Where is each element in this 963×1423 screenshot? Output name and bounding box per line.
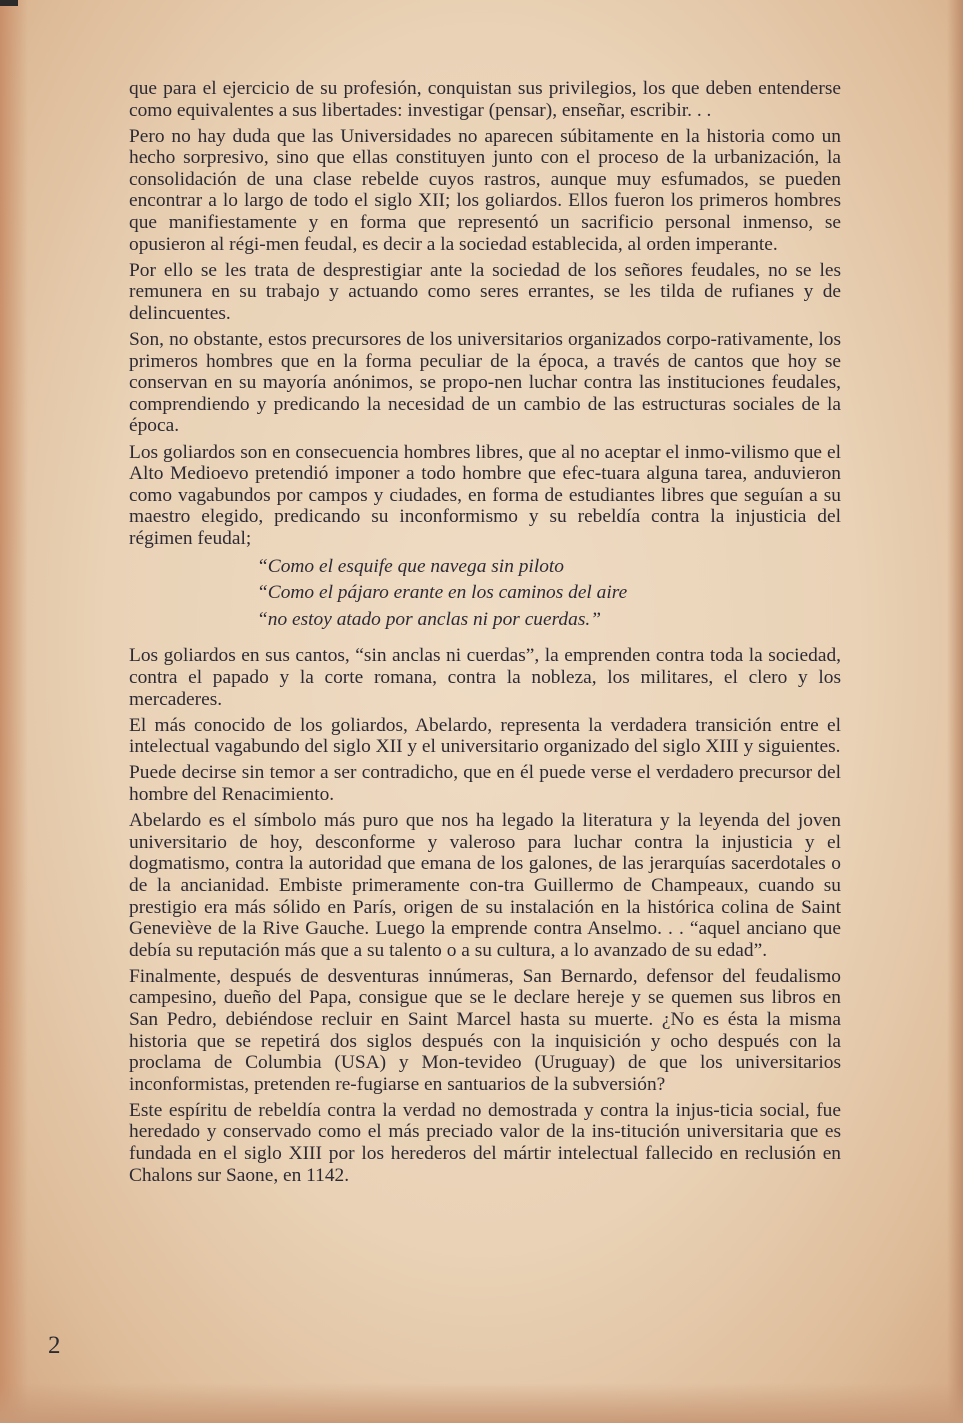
paragraph: que para el ejercicio de su profesión, conquistan sus privilegios, los que deben entenderse como equivalentes a sus libertades: investigar (pensar), enseñar, escribir. . .: [129, 78, 841, 121]
paragraph: Por ello se les trata de desprestigiar ante la sociedad de los señores feudales, no se les remunera en su trabajo y actuando como seres errantes, se les tilda de rufianes y de delincuentes.: [129, 259, 841, 324]
paragraph: Puede decirse sin temor a ser contradicho, que en él puede verse el verdadero precursor del hombre del Renacimiento.: [129, 762, 841, 806]
page-edge-left: [0, 0, 28, 1423]
verse-line: “Como el pájaro erante en los caminos del aire: [257, 582, 628, 604]
paragraph: Los goliardos en sus cantos, “sin anclas ni cuerdas”, la emprenden contra toda la sociedad, contra el papado y la corte romana, contra la nobleza, los militares, el clero y los mercaderes.: [129, 645, 841, 710]
page-edge-bottom: [0, 1383, 963, 1423]
paragraph: Son, no obstante, estos precursores de los universitarios organizados corpo-rativamente, los primeros hombres que en la forma peculiar de la época, a través de cantos que hoy se conservan en su mayoría anónimos, se propo-nen luchar contra las instituciones feudales, comprendiendo y predicando la necesidad de un cambio de las estructuras sociales de la época.: [129, 329, 841, 437]
verse-line: “no estoy atado por anclas ni por cuerdas.”: [257, 608, 602, 630]
page-number: 2: [48, 1332, 61, 1359]
corner-mark: [0, 0, 18, 6]
paragraph: Finalmente, después de desventuras innúmeras, San Bernardo, defensor del feudalismo campesino, dueño del Papa, consigue que se le declare hereje y se quemen sus libros en San Pedro, debiéndose recluir en Saint Marcel hasta su muerte. ¿No es ésta la misma historia que se repetirá dos siglos después con la inquisición y ocho después con la proclama de Columbia (USA) y Mon-tevideo (Uruguay) de que los universitarios inconformistas, pretenden re-fugiarse en santuarios de la subversión?: [129, 965, 841, 1095]
paragraph: Los goliardos son en consecuencia hombres libres, que al no aceptar el inmo-vilismo que el Alto Medioevo pretendió imponer a todo hombre que efec-tuara alguna tarea, anduvieron como vagabundos por campos y ciudades, en forma de estudiantes libres que seguían a su maestro elegido, predicando su inconformismo y su rebeldía contra la injusticia del régimen feudal;: [129, 441, 841, 549]
paragraph: El más conocido de los goliardos, Abelardo, representa la verdadera transición entre el intelectual vagabundo del siglo XII y el universitario organizado del siglo XIII y siguientes.: [129, 714, 841, 758]
page-body: [129, 78, 841, 1191]
paragraph: Abelardo es el símbolo más puro que nos ha legado la literatura y la leyenda del joven universitario de hoy, desconforme y valeroso para luchar contra la injusticia y el dogmatismo, contra la autoridad que emana de los galones, de las jerarquías sacerdotales o de la ancianidad. Embiste primeramente con-tra Guillermo de Champeaux, cuando su prestigio era más sólido en París, origen de su instalación en la histórica colina de Saint Geneviève de la Rive Gauche. Luego la emprende contra Anselmo. . . “aquel anciano que debía su reputación más que a su talento o a su cultura, a lo avanzado de su edad”.: [129, 810, 841, 961]
page-edge-right: [947, 0, 963, 1423]
paragraph: Pero no hay duda que las Universidades no aparecen súbitamente en la historia como un hecho sorpresivo, sino que ellas constituyen junto con el proceso de la urbanización, la consolidación de una clase rebelde cuyos rastros, aunque muy esfumados, se pueden encontrar a lo largo de todo el siglo XII; los goliardos. Ellos fueron los primeros hombres que manifiestamente y en forma que representó un sacrificio personal inmenso, se opusieron al régi-men feudal, es decir a la sociedad establecida, al orden imperante.: [129, 125, 841, 255]
verse-line: “Como el esquife que navega sin piloto: [257, 555, 564, 577]
paragraph: Este espíritu de rebeldía contra la verdad no demostrada y contra la injus-ticia social, fue heredado y conservado como el más preciado valor de la ins-titución universitaria que es fundada en el siglo XIII por los herederos del mártir intelectual fallecido en reclusión en Chalons sur Saone, en 1142.: [129, 1099, 841, 1186]
verse-quote: [257, 554, 841, 634]
